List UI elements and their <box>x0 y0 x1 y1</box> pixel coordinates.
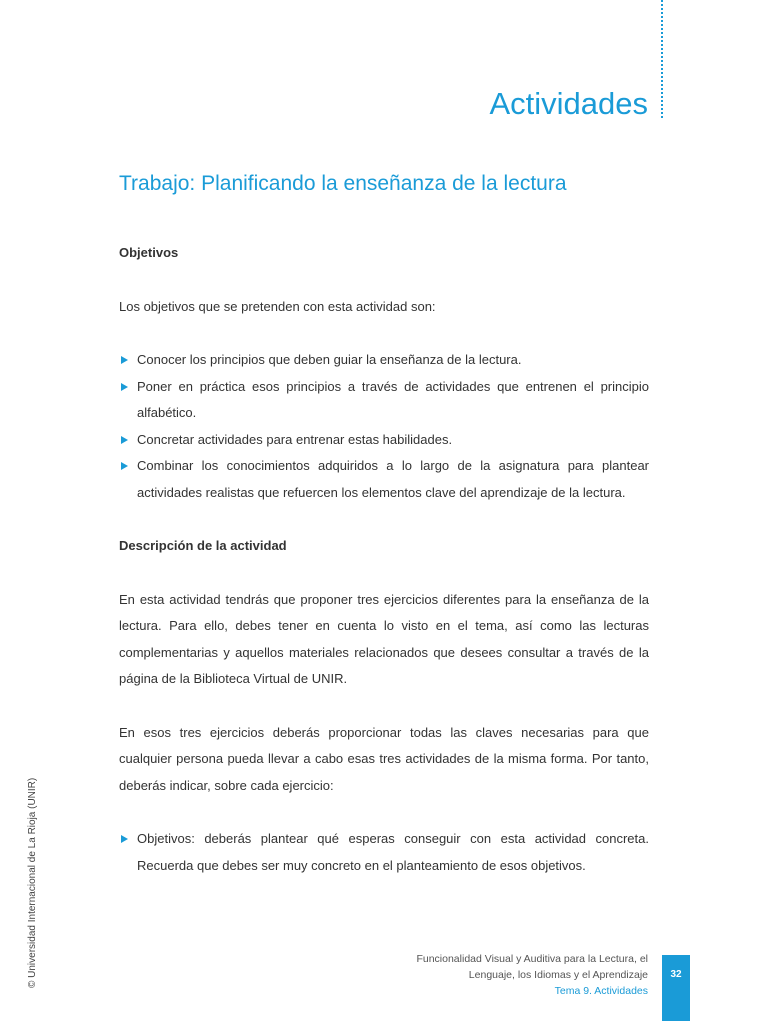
header-divider <box>661 0 663 118</box>
list-item: Objetivos: deberás plantear qué esperas conseguir con esta actividad concreta. Recuerda que debes ser muy concreto en el planteamiento de esos objetivos. <box>119 826 649 879</box>
bullet-arrow-icon <box>121 383 128 391</box>
exercise-criteria-list <box>119 826 649 879</box>
page-footer <box>416 951 648 999</box>
main-content <box>119 240 649 879</box>
list-item: Conocer los principios que deben guiar la enseñanza de la lectura. <box>119 347 649 374</box>
description-heading: Descripción de la actividad <box>119 538 287 553</box>
description-paragraph: En esta actividad tendrás que proponer tres ejercicios diferentes para la enseñanza de la lectura. Para ello, debes tener en cuenta lo visto en el tema, así como las lecturas complementarias y aquellos materiales relacionados que desees consultar a través de la página de la Biblioteca Virtual de UNIR. <box>119 591 649 686</box>
bullet-arrow-icon <box>121 835 128 843</box>
course-title-line: Funcionalidad Visual y Auditiva para la Lectura, el <box>416 953 648 965</box>
bullet-arrow-icon <box>121 462 128 470</box>
page-number-badge: 32 <box>662 955 690 1021</box>
objectives-list <box>119 347 649 506</box>
objectives-intro: Los objetivos que se pretenden con esta actividad son: <box>119 298 436 314</box>
list-item: Poner en práctica esos principios a través de actividades que entrenen el principio alfabético. <box>119 374 649 427</box>
bullet-arrow-icon <box>121 356 128 364</box>
list-item: Combinar los conocimientos adquiridos a lo largo de la asignatura para plantear actividades realistas que refuercen los elementos clave del aprendizaje de la lectura. <box>119 453 649 506</box>
copyright-notice: © Universidad Internacional de La Rioja (UNIR) <box>27 777 38 988</box>
section-title: Trabajo: Planificando la enseñanza de la lectura <box>119 172 567 195</box>
topic-label: Tema 9. Actividades <box>554 985 648 997</box>
course-title-line: Lenguaje, los Idiomas y el Aprendizaje <box>468 969 648 981</box>
description-paragraph: En esos tres ejercicios deberás proporcionar todas las claves necesarias para que cualquier persona pueda llevar a cabo esas tres actividades de la misma forma. Por tanto, deberás indicar, sobre cada ejercicio: <box>119 724 649 793</box>
page-title: Actividades <box>489 86 648 121</box>
objectives-heading: Objetivos <box>119 245 179 260</box>
list-item: Concretar actividades para entrenar estas habilidades. <box>119 427 649 454</box>
bullet-arrow-icon <box>121 436 128 444</box>
